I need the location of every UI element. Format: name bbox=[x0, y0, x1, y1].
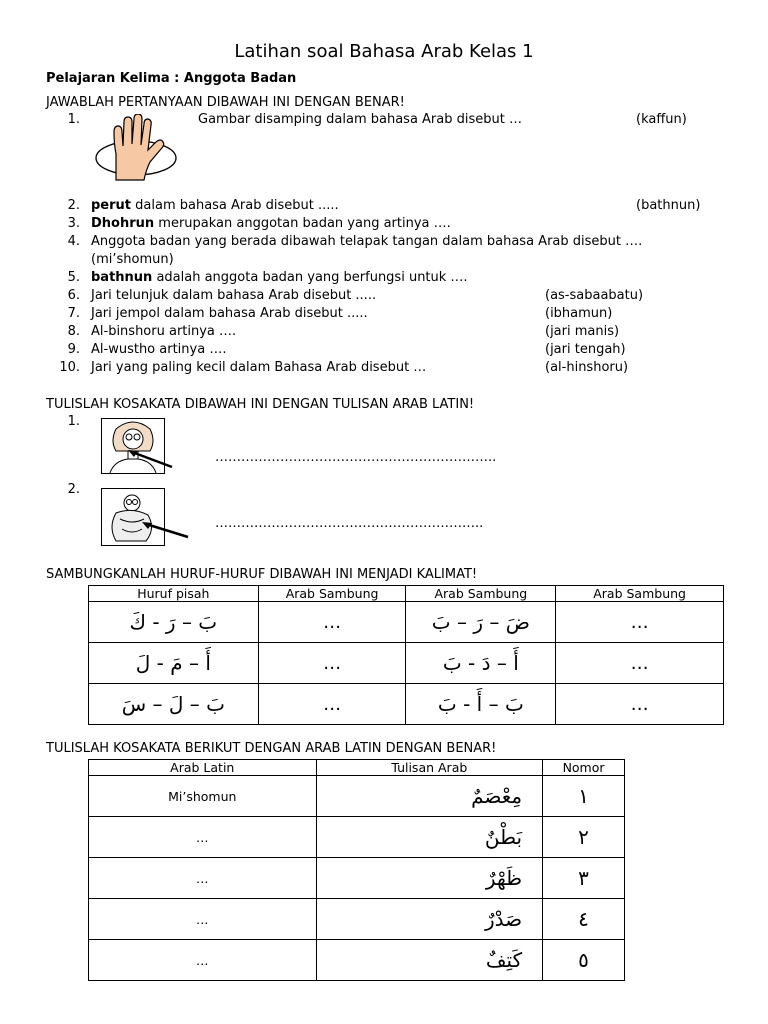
q2-number: 2. bbox=[67, 198, 80, 213]
q8-hint: (jari manis) bbox=[545, 324, 620, 339]
table-row bbox=[89, 940, 625, 981]
s2-item2-number: 2. bbox=[67, 482, 80, 497]
answer-blank[interactable]: … bbox=[258, 602, 406, 643]
table-row bbox=[89, 817, 625, 858]
separate-letters: بَ – رَ - كَ bbox=[89, 602, 259, 643]
table-row bbox=[89, 858, 625, 899]
q9-text: Al-wustho artinya …. bbox=[91, 342, 227, 357]
section3-heading: SAMBUNGKANLAH HURUF-HURUF DIBAWAH INI MENJADI KALIMAT! bbox=[46, 567, 478, 582]
col-header: Tulisan Arab bbox=[316, 760, 543, 776]
q6-hint: (as-sabaabatu) bbox=[545, 288, 644, 303]
col-header: Arab Sambung bbox=[258, 586, 406, 602]
section4-heading: TULISLAH KOSAKATA BERIKUT DENGAN ARAB LATIN DENGAN BENAR! bbox=[46, 741, 497, 756]
q2-keyword: perut bbox=[91, 198, 132, 213]
q5-number: 5. bbox=[67, 270, 80, 285]
s2-item1-number: 1. bbox=[67, 414, 80, 429]
row-number: ٥ bbox=[543, 940, 625, 981]
latin-cell[interactable]: Mi’shomun bbox=[89, 776, 317, 817]
answer-blank[interactable]: … bbox=[258, 643, 406, 684]
col-header: Huruf pisah bbox=[89, 586, 259, 602]
page-title: Latihan soal Bahasa Arab Kelas 1 bbox=[234, 41, 534, 62]
section2-heading: TULISLAH KOSAKATA DIBAWAH INI DENGAN TULISAN ARAB LATIN! bbox=[46, 397, 475, 412]
answer-blank[interactable]: … bbox=[258, 684, 406, 725]
table-row bbox=[89, 602, 724, 643]
arabic-word: بَطْنٌ bbox=[316, 817, 543, 858]
q10-number: 10. bbox=[59, 360, 80, 375]
col-header: Arab Latin bbox=[89, 760, 317, 776]
arrow-icon bbox=[126, 448, 176, 470]
col-header: Arab Sambung bbox=[556, 586, 724, 602]
arrow-icon bbox=[140, 520, 192, 540]
table-row bbox=[89, 899, 625, 940]
table-row bbox=[89, 684, 724, 725]
q4-text: Anggota badan yang berada dibawah telapak tangan dalam bahasa Arab disebut …. bbox=[91, 234, 643, 249]
q7-number: 7. bbox=[67, 306, 80, 321]
q5-text bbox=[91, 270, 468, 285]
q2-hint: (bathnun) bbox=[636, 198, 701, 213]
connect-letters-table bbox=[88, 585, 724, 725]
q8-text: Al-binshoru artinya …. bbox=[91, 324, 237, 339]
separate-letters: بَ – أَ - بَ bbox=[406, 684, 556, 725]
col-header: Arab Sambung bbox=[406, 586, 556, 602]
q3-number: 3. bbox=[67, 216, 80, 231]
s2-item1-blank[interactable]: ……………………………………………………….. bbox=[215, 450, 497, 465]
q6-text: Jari telunjuk dalam bahasa Arab disebut ..... bbox=[91, 288, 377, 303]
q2-rest: dalam bahasa Arab disebut ..... bbox=[131, 198, 339, 213]
separate-letters: أَ – مَ - لَ bbox=[89, 643, 259, 684]
q4-number: 4. bbox=[67, 234, 80, 249]
latin-cell[interactable]: … bbox=[89, 858, 317, 899]
q10-text: Jari yang paling kecil dalam Bahasa Arab disebut … bbox=[91, 360, 427, 375]
q2-text bbox=[91, 198, 339, 213]
row-number: ٣ bbox=[543, 858, 625, 899]
latin-cell[interactable]: … bbox=[89, 817, 317, 858]
q9-number: 9. bbox=[67, 342, 80, 357]
col-header: Nomor bbox=[543, 760, 625, 776]
separate-letters: بَ – لَ – سَ bbox=[89, 684, 259, 725]
q7-text: Jari jempol dalam bahasa Arab disebut ..... bbox=[91, 306, 368, 321]
q3-rest: merupakan anggotan badan yang artinya …. bbox=[154, 216, 451, 231]
row-number: ٢ bbox=[543, 817, 625, 858]
lesson-subtitle: Pelajaran Kelima : Anggota Badan bbox=[46, 71, 297, 86]
latin-cell[interactable]: … bbox=[89, 899, 317, 940]
q9-hint: (jari tengah) bbox=[545, 342, 626, 357]
separate-letters: ضَ – رَ – بَ bbox=[406, 602, 556, 643]
arabic-word: كَتِفٌ bbox=[316, 940, 543, 981]
q10-hint: (al-hinshoru) bbox=[545, 360, 629, 375]
hand-illustration bbox=[94, 114, 178, 186]
q5-rest: adalah anggota badan yang berfungsi untuk …. bbox=[152, 270, 468, 285]
s2-item2-blank[interactable]: …………………………………………………….. bbox=[215, 516, 484, 531]
answer-blank[interactable]: … bbox=[556, 602, 724, 643]
q7-hint: (ibhamun) bbox=[545, 306, 613, 321]
q8-number: 8. bbox=[67, 324, 80, 339]
section1-heading: JAWABLAH PERTANYAAN DIBAWAH INI DENGAN BENAR! bbox=[46, 95, 405, 110]
row-number: ١ bbox=[543, 776, 625, 817]
row-number: ٤ bbox=[543, 899, 625, 940]
q6-number: 6. bbox=[67, 288, 80, 303]
arabic-word: مِعْصَمٌ bbox=[316, 776, 543, 817]
table-row bbox=[89, 643, 724, 684]
q5-keyword: bathnun bbox=[91, 270, 153, 285]
q4-hint: (mi’shomun) bbox=[91, 252, 174, 267]
q3-text bbox=[91, 216, 451, 231]
q1-hint: (kaffun) bbox=[636, 112, 687, 127]
table-row bbox=[89, 776, 625, 817]
vocabulary-table bbox=[88, 759, 625, 981]
q3-keyword: Dhohrun bbox=[91, 216, 155, 231]
arabic-word: صَدْرٌ bbox=[316, 899, 543, 940]
latin-cell[interactable]: … bbox=[89, 940, 317, 981]
q1-text: Gambar disamping dalam bahasa Arab disebut … bbox=[198, 112, 522, 127]
arabic-word: ظَهْرٌ bbox=[316, 858, 543, 899]
q1-number: 1. bbox=[67, 112, 80, 127]
answer-blank[interactable]: … bbox=[556, 643, 724, 684]
answer-blank[interactable]: … bbox=[556, 684, 724, 725]
separate-letters: أَ – دَ - بَ bbox=[406, 643, 556, 684]
